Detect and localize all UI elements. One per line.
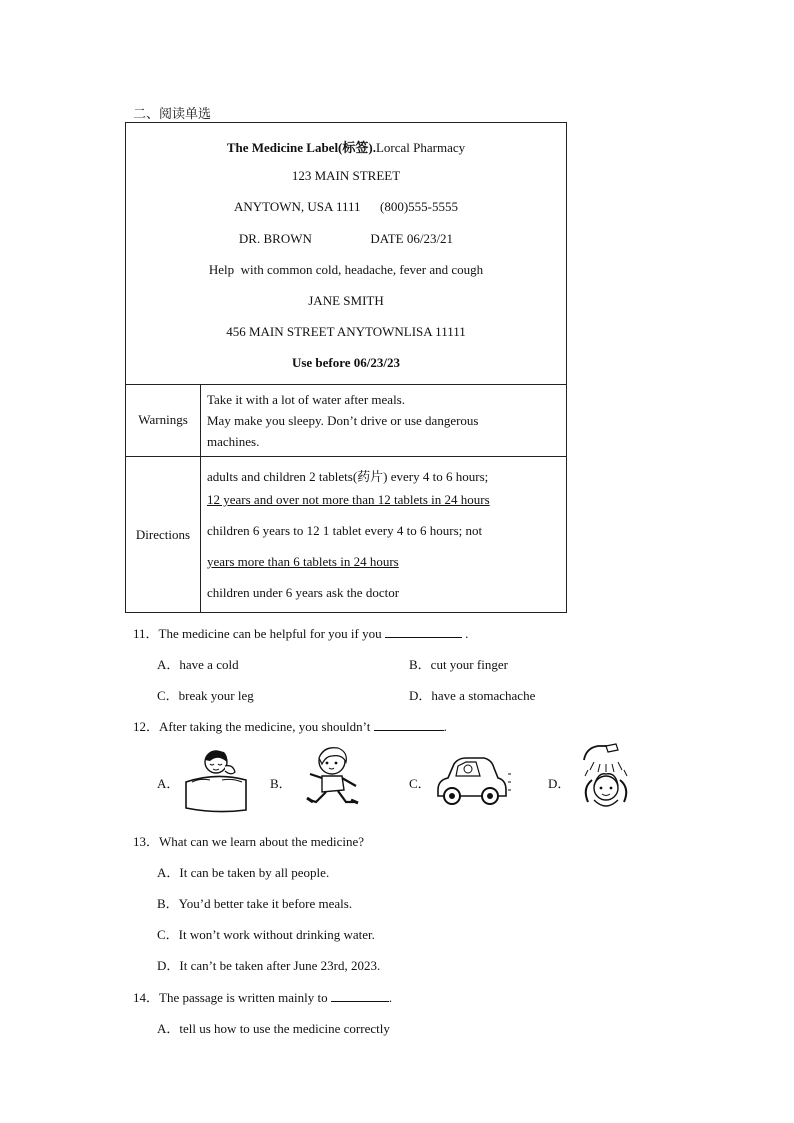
- option-letter: C．: [157, 927, 179, 942]
- directions-heading: Directions: [126, 457, 201, 612]
- option-11-c[interactable]: [157, 685, 254, 704]
- label-doctor-date: DR. BROWN DATE 06/23/21: [238, 231, 454, 246]
- question-stem: 11．The medicine can be helpful for you if you: [133, 626, 382, 641]
- car-driving-icon: [432, 754, 512, 810]
- option-12-a-letter[interactable]: A．: [157, 776, 180, 791]
- option-letter: A．: [157, 1021, 180, 1036]
- stem-end: .: [388, 990, 393, 1005]
- answer-blank[interactable]: [331, 989, 389, 1002]
- label-patient: JANE SMITH: [308, 293, 384, 308]
- label-title-bold: The Medicine Label(标签).: [226, 140, 376, 155]
- label-title-pharmacy: Lorcal Pharmacy: [375, 140, 466, 155]
- direction-line: children under 6 years ask the doctor: [207, 585, 400, 600]
- option-text: have a cold: [179, 657, 239, 672]
- option-text: break your leg: [178, 688, 254, 703]
- label-address-1: 123 MAIN STREET: [291, 168, 401, 183]
- answer-blank[interactable]: [374, 718, 444, 731]
- label-address-2: ANYTOWN, USA 1111 (800)555-5555: [234, 199, 458, 214]
- direction-line: years more than 6 tablets in 24 hours: [207, 554, 399, 569]
- section-title: 二、阅读单选: [133, 107, 212, 122]
- stem-end: .: [461, 626, 469, 641]
- question-stem: 13．What can we learn about the medicine?: [133, 834, 365, 849]
- warning-line: Take it with a lot of water after meals.: [207, 392, 405, 407]
- warnings-row: [126, 384, 566, 457]
- question-13: [133, 831, 364, 850]
- question-stem: 12．After taking the medicine, you shouldn’t: [133, 719, 371, 734]
- option-12-d-letter[interactable]: D．: [548, 776, 571, 791]
- option-text: have a stomachache: [431, 688, 536, 703]
- label-purpose: Help with common cold, headache, fever and cough: [208, 262, 484, 277]
- warnings-heading: Warnings: [126, 384, 201, 456]
- option-13-b[interactable]: [157, 893, 352, 912]
- option-letter: B．: [409, 657, 431, 672]
- option-letter: C．: [157, 688, 179, 703]
- option-letter: A．: [157, 865, 180, 880]
- option-12-b-letter[interactable]: B．: [270, 776, 292, 791]
- question-14: [133, 987, 392, 1006]
- question-11: [133, 623, 468, 642]
- option-text: You’d better take it before meals.: [178, 896, 353, 911]
- warning-line: machines.: [207, 434, 260, 449]
- option-13-c[interactable]: [157, 924, 375, 943]
- option-letter: D．: [409, 688, 432, 703]
- label-use-before: Use before 06/23/23: [291, 355, 401, 370]
- label-header: [126, 123, 566, 385]
- question-12: [133, 716, 447, 735]
- option-text: tell us how to use the medicine correctly: [179, 1021, 390, 1036]
- label-patient-address: 456 MAIN STREET ANYTOWNLISA 11111: [226, 324, 466, 339]
- running-child-icon: [302, 744, 366, 814]
- option-13-d[interactable]: [157, 955, 380, 974]
- direction-line: 12 years and over not more than 12 tablets in 24 hours: [207, 492, 490, 507]
- option-letter: A．: [157, 657, 180, 672]
- question-stem: 14．The passage is written mainly to: [133, 990, 328, 1005]
- answer-blank[interactable]: [385, 625, 462, 638]
- shower-icon: [572, 742, 644, 814]
- option-11-d[interactable]: [409, 685, 535, 704]
- option-text: It can be taken by all people.: [179, 865, 330, 880]
- option-letter: D．: [157, 958, 180, 973]
- option-letter: B．: [157, 896, 179, 911]
- direction-line: adults and children 2 tablets(药片) every 4 to 6 hours;: [207, 469, 489, 484]
- stem-end: .: [443, 719, 447, 734]
- option-13-a[interactable]: [157, 862, 329, 881]
- option-12-c-letter[interactable]: C．: [409, 776, 431, 791]
- medicine-label-table: [125, 122, 567, 613]
- option-11-a[interactable]: [157, 654, 239, 673]
- warning-line: May make you sleepy. Don’t drive or use dangerous: [207, 413, 479, 428]
- option-11-b[interactable]: [409, 654, 508, 673]
- label-title: [126, 137, 566, 156]
- option-text: cut your finger: [430, 657, 508, 672]
- direction-line: children 6 years to 12 1 tablet every 4 to 6 hours; not: [207, 523, 483, 538]
- option-text: It can’t be taken after June 23rd, 2023.: [179, 958, 381, 973]
- sleeping-child-icon: [180, 744, 252, 814]
- directions-row: [126, 457, 566, 612]
- option-text: It won’t work without drinking water.: [178, 927, 375, 942]
- option-14-a[interactable]: [157, 1018, 390, 1037]
